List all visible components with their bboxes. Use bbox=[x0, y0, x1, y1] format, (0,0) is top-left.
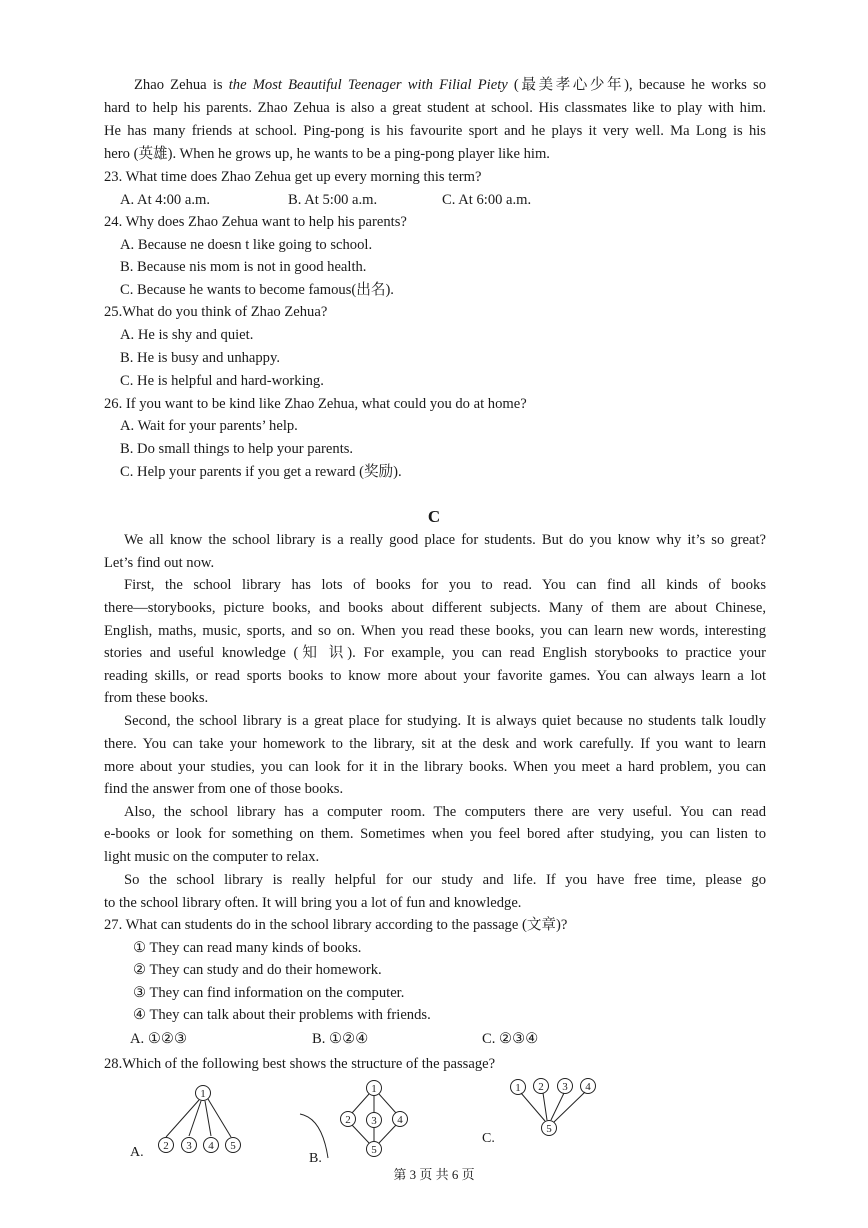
diagram-c-label-1: 1 bbox=[515, 1082, 521, 1094]
q27-statement-4: ④ They can talk about their problems with friends. bbox=[133, 1007, 431, 1023]
q23-stem: 23. What time does Zhao Zehua get up every morning this term? bbox=[104, 169, 482, 185]
q28-option-c-label: C. bbox=[482, 1131, 495, 1146]
section-c-p2-line-5: reading skills, or read sports books to know more about your favorite games. You can always learn a lot bbox=[104, 668, 766, 684]
section-c-p2-line-4: stories and useful knowledge (知 识). For example, you can read English storybooks to practice your bbox=[104, 645, 766, 661]
section-c-p3-line-3: more about your studies, you can look for it in the library books. When you meet a hard problem, you can bbox=[104, 759, 766, 775]
q26-option-c: C. Help your parents if you get a reward (奖励). bbox=[120, 464, 402, 480]
section-c-p5-line-2: to the school library often. It will bring you a lot of fun and knowledge. bbox=[104, 895, 522, 911]
passage-b-line-3: He has many friends at school. Ping-pong is his favourite sport and he plays it very well. Ma Long is his bbox=[104, 123, 766, 139]
q27-statement-2: ② They can study and do their homework. bbox=[133, 962, 382, 978]
q28-option-a-label: A. bbox=[130, 1145, 144, 1160]
diagram-a-label-5: 5 bbox=[230, 1140, 236, 1152]
q27-statement-1: ① They can read many kinds of books. bbox=[133, 940, 362, 956]
section-c-p1-line-2: Let’s find out now. bbox=[104, 555, 215, 571]
passage-b-line-4: hero (英雄). When he grows up, he wants to be a ping-pong player like him. bbox=[104, 146, 550, 162]
diagram-b-label-3: 3 bbox=[371, 1115, 377, 1127]
diagram-b-label-2: 2 bbox=[345, 1114, 351, 1126]
q27-option-b: B. ①②④ bbox=[312, 1031, 369, 1047]
section-c-p1-line-1: We all know the school library is a really good place for students. But do you know why it’s so great? bbox=[124, 532, 766, 548]
diagram-a-label-2: 2 bbox=[163, 1140, 169, 1152]
q27-option-c: C. ②③④ bbox=[482, 1031, 539, 1047]
diagram-b bbox=[300, 1081, 408, 1159]
diagram-c bbox=[511, 1079, 596, 1136]
diagram-c-label-5: 5 bbox=[546, 1123, 552, 1135]
diagram-c-label-3: 3 bbox=[562, 1081, 568, 1093]
q25-stem: 25.What do you think of Zhao Zehua? bbox=[104, 304, 328, 320]
q25-option-a: A. He is shy and quiet. bbox=[120, 327, 254, 343]
q25-option-c: C. He is helpful and hard-working. bbox=[120, 373, 324, 389]
diagram-b-label-4: 4 bbox=[397, 1114, 403, 1126]
diagram-c-label-4: 4 bbox=[585, 1081, 591, 1093]
section-c-heading: C bbox=[427, 507, 441, 526]
q23-option-a: A. At 4:00 a.m. bbox=[120, 192, 210, 208]
section-c-p4-line-2: e-books or look for something on them. Sometimes when you feel bored after studying, you can listen to bbox=[104, 826, 766, 842]
diagram-c-label-2: 2 bbox=[538, 1081, 544, 1093]
passage-b-line-1: Zhao Zehua is the Most Beautiful Teenager with Filial Piety (最美孝心少年), because he works so bbox=[134, 77, 766, 93]
q23-option-c: C. At 6:00 a.m. bbox=[442, 192, 532, 208]
section-c-p2-line-6: from these books. bbox=[104, 690, 209, 706]
passage-b-line-2: hard to help his parents. Zhao Zehua is also a great student at school. His classmates like to play with him. bbox=[104, 100, 766, 116]
diagram-b-label-1: 1 bbox=[371, 1083, 377, 1095]
section-c-p2-line-2: there—storybooks, picture books, and books about different subjects. Many of them are about Chinese, bbox=[104, 600, 766, 616]
q28-stem: 28.Which of the following best shows the structure of the passage? bbox=[104, 1056, 496, 1072]
q24-option-c: C. Because he wants to become famous(出名). bbox=[120, 282, 394, 298]
section-c-p4-line-1: Also, the school library has a computer room. The computers there are very useful. You can read bbox=[124, 804, 766, 820]
diagram-a-label-4: 4 bbox=[208, 1140, 214, 1152]
q27-option-a: A. ①②③ bbox=[130, 1031, 188, 1047]
q25-option-b: B. He is busy and unhappy. bbox=[120, 350, 280, 366]
section-c-p4-line-3: light music on the computer to relax. bbox=[104, 849, 320, 865]
section-c-p3-line-2: there. You can take your homework to the library, sit at the desk and work carefully. If you want to learn bbox=[104, 736, 766, 752]
page-footer: 第 3 页 共 6 页 bbox=[393, 1167, 475, 1182]
q27-stem: 27. What can students do in the school library according to the passage (文章)? bbox=[104, 917, 568, 933]
q26-option-a: A. Wait for your parents’ help. bbox=[120, 418, 298, 434]
section-c-p5-line-1: So the school library is really helpful for our study and life. If you have free time, please go bbox=[124, 872, 766, 888]
section-c-p2-line-3: English, maths, music, sports, and so on. When you read these books, you can learn new words, interesting bbox=[104, 623, 766, 639]
section-c-p3-line-1: Second, the school library is a great place for studying. It is always quiet because no students talk loudly bbox=[124, 713, 766, 729]
q28-option-b-label: B. bbox=[309, 1151, 322, 1166]
diagram-a-label-1: 1 bbox=[200, 1088, 206, 1100]
q24-option-a: A. Because ne doesn t like going to school. bbox=[120, 237, 373, 253]
section-c-p3-line-4: find the answer from one of those books. bbox=[104, 781, 344, 797]
section-c-p2-line-1: First, the school library has lots of books for you to read. You can find all kinds of books bbox=[124, 577, 766, 593]
q23-option-b: B. At 5:00 a.m. bbox=[288, 192, 378, 208]
q27-statement-3: ③ They can find information on the computer. bbox=[133, 985, 405, 1001]
q24-option-b: B. Because nis mom is not in good health. bbox=[120, 259, 367, 275]
q24-stem: 24. Why does Zhao Zehua want to help his parents? bbox=[104, 214, 407, 230]
diagram-b-label-5: 5 bbox=[371, 1144, 377, 1156]
q26-stem: 26. If you want to be kind like Zhao Zehua, what could you do at home? bbox=[104, 396, 527, 412]
diagram-a-label-3: 3 bbox=[186, 1140, 192, 1152]
q26-option-b: B. Do small things to help your parents. bbox=[120, 441, 354, 457]
